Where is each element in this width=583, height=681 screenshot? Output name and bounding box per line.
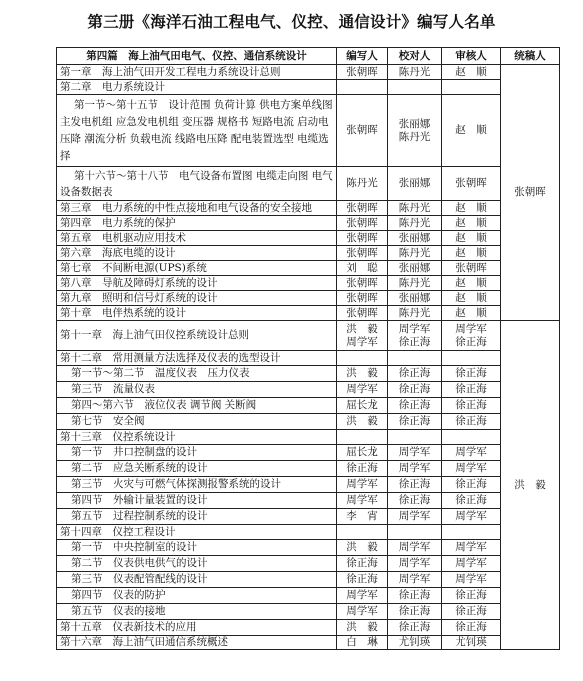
row-title: 第三节 仪表配管配线的设计 xyxy=(57,572,337,588)
row-reviewer xyxy=(442,525,501,540)
table-row xyxy=(57,246,560,261)
row-reviewer: 徐正海 xyxy=(442,398,501,414)
row-title: 第二章 电力系统设计 xyxy=(57,80,337,95)
row-reviewer: 赵 顺 xyxy=(442,276,501,291)
row-title: 第五节 过程控制系统的设计 xyxy=(57,509,337,525)
row-reviewer-cell xyxy=(442,321,501,351)
row-proofreader: 周学军 xyxy=(398,322,431,335)
row-writer: 徐正海 xyxy=(337,572,388,588)
table-row xyxy=(57,201,560,216)
table-row xyxy=(57,477,560,493)
row-reviewer: 周学军 xyxy=(442,540,501,556)
row-writer: 陈丹光 xyxy=(337,167,388,201)
page-title: 第三册《海洋石油工程电气、仪控、通信设计》编写人名单 xyxy=(87,13,496,31)
row-proofreader-cell xyxy=(388,95,442,167)
row-reviewer: 徐正海 xyxy=(442,493,501,509)
table-row xyxy=(57,430,560,445)
row-proofreader: 张丽娜 xyxy=(388,291,442,306)
table-row xyxy=(57,65,560,80)
row-writer: 张朝晖 xyxy=(337,306,388,321)
row-title: 第三节 火灾与可燃气体探测报警系统的设计 xyxy=(57,477,337,493)
table-row xyxy=(57,80,560,95)
row-title: 第五节 仪表的接地 xyxy=(57,604,337,620)
table-row xyxy=(57,461,560,477)
row-reviewer: 周学军 xyxy=(455,322,487,335)
table-row xyxy=(57,321,560,351)
row-proofreader: 徐正海 xyxy=(388,366,442,382)
row-title: 第十一章 海上油气田仪控系统设计总则 xyxy=(57,321,337,351)
row-writer: 周学军 xyxy=(337,382,388,398)
row-title: 第十三章 仪控系统设计 xyxy=(57,430,337,445)
row-proofreader xyxy=(388,351,442,366)
row-writer-cell xyxy=(337,321,388,351)
row-writer: 张朝晖 xyxy=(337,65,388,80)
row-proofreader: 周学军 xyxy=(388,461,442,477)
row-reviewer: 徐正海 xyxy=(442,382,501,398)
row-writer: 周学军 xyxy=(337,588,388,604)
row-proofreader: 陈丹光 xyxy=(388,216,442,231)
row-writer: 张朝晖 xyxy=(337,216,388,231)
row-writer: 刘 聪 xyxy=(337,261,388,276)
row-title: 第二节 应急关断系统的设计 xyxy=(57,461,337,477)
row-writer: 张朝晖 xyxy=(337,276,388,291)
row-title: 第二节 仪表供电供气的设计 xyxy=(57,556,337,572)
row-writer: 张朝晖 xyxy=(337,291,388,306)
row-writer: 洪 毅 xyxy=(337,540,388,556)
row-writer xyxy=(337,430,388,445)
row-title: 第十二章 常用测量方法选择及仪表的选型设计 xyxy=(57,351,337,366)
row-writer: 洪 毅 xyxy=(337,366,388,382)
row-writer: 屈长龙 xyxy=(337,398,388,414)
row-title: 第一节～第二节 温度仪表 压力仪表 xyxy=(57,366,337,382)
table-row xyxy=(57,572,560,588)
row-proofreader: 张丽娜 xyxy=(398,117,431,130)
row-reviewer xyxy=(442,351,501,366)
row-title: 第十六节～第十八节 电气设备布置图 电缆走向图 电气设备数据表 xyxy=(57,167,337,201)
row-reviewer: 尤钊瑛 xyxy=(442,636,501,650)
table-row xyxy=(57,216,560,231)
row-title: 第三节 流量仪表 xyxy=(57,382,337,398)
row-proofreader: 陈丹光 xyxy=(388,65,442,80)
row-proofreader-2: 陈丹光 xyxy=(398,130,431,143)
row-reviewer: 徐正海 xyxy=(442,588,501,604)
author-table xyxy=(56,47,560,650)
row-writer: 徐正海 xyxy=(337,461,388,477)
row-proofreader: 周学军 xyxy=(388,572,442,588)
row-reviewer: 徐正海 xyxy=(442,366,501,382)
table-row xyxy=(57,540,560,556)
table-row xyxy=(57,445,560,461)
table-row xyxy=(57,382,560,398)
row-reviewer-2: 徐正海 xyxy=(455,335,487,348)
chief-editor-instrumentation: 洪 毅 xyxy=(501,321,560,650)
row-title: 第一章 海上油气田开发工程电力系统设计总则 xyxy=(57,65,337,80)
row-proofreader: 张丽娜 xyxy=(388,231,442,246)
table-header-row xyxy=(57,48,560,65)
row-reviewer: 张朝晖 xyxy=(442,167,501,201)
row-writer: 周学军 xyxy=(337,604,388,620)
table-row xyxy=(57,276,560,291)
row-proofreader-2: 徐正海 xyxy=(398,335,431,348)
row-title: 第四～第六节 液位仪表 调节阀 关断阀 xyxy=(57,398,337,414)
row-proofreader: 周学军 xyxy=(388,445,442,461)
row-writer: 周学军 xyxy=(337,493,388,509)
row-title: 第三章 电力系统的中性点接地和电气设备的安全接地 xyxy=(57,201,337,216)
row-title: 第十五章 仪表新技术的应用 xyxy=(57,620,337,636)
table-row xyxy=(57,231,560,246)
table-row xyxy=(57,604,560,620)
row-proofreader-cell xyxy=(388,321,442,351)
row-proofreader: 周学军 xyxy=(388,556,442,572)
row-writer: 张朝晖 xyxy=(337,95,388,167)
row-reviewer: 赵 顺 xyxy=(442,201,501,216)
row-reviewer xyxy=(442,80,501,95)
row-title: 第十章 电伴热系统的设计 xyxy=(57,306,337,321)
row-reviewer: 周学军 xyxy=(442,572,501,588)
row-reviewer: 周学军 xyxy=(442,556,501,572)
row-title: 第八章 导航及障碍灯系统的设计 xyxy=(57,276,337,291)
row-reviewer: 张朝晖 xyxy=(442,261,501,276)
row-reviewer: 徐正海 xyxy=(442,414,501,430)
row-reviewer: 徐正海 xyxy=(442,604,501,620)
table-row xyxy=(57,366,560,382)
row-writer: 张朝晖 xyxy=(337,201,388,216)
row-reviewer: 赵 顺 xyxy=(442,231,501,246)
row-proofreader xyxy=(388,430,442,445)
row-title: 第五章 电机驱动应用技术 xyxy=(57,231,337,246)
row-writer xyxy=(337,80,388,95)
row-proofreader: 徐正海 xyxy=(388,620,442,636)
row-title: 第七章 不间断电源(UPS)系统 xyxy=(57,261,337,276)
row-reviewer xyxy=(442,430,501,445)
row-reviewer: 赵 顺 xyxy=(442,306,501,321)
row-writer: 徐正海 xyxy=(337,556,388,572)
row-proofreader: 徐正海 xyxy=(388,398,442,414)
row-proofreader: 周学军 xyxy=(388,509,442,525)
header-reviewer: 审核人 xyxy=(442,48,501,65)
row-proofreader: 周学军 xyxy=(388,540,442,556)
row-reviewer: 徐正海 xyxy=(442,620,501,636)
row-writer: 张朝晖 xyxy=(337,231,388,246)
row-writer: 洪 毅 xyxy=(337,414,388,430)
row-reviewer: 赵 顺 xyxy=(442,65,501,80)
row-title: 第四节 仪表的防护 xyxy=(57,588,337,604)
row-reviewer: 周学军 xyxy=(442,445,501,461)
row-proofreader: 徐正海 xyxy=(388,604,442,620)
row-writer: 张朝晖 xyxy=(337,246,388,261)
row-reviewer: 周学军 xyxy=(442,461,501,477)
header-chief-editor: 统稿人 xyxy=(501,48,560,65)
row-title: 第六章 海底电缆的设计 xyxy=(57,246,337,261)
header-part: 第四篇 海上油气田电气、仪控、通信系统设计 xyxy=(57,48,337,65)
row-writer: 洪 毅 xyxy=(337,620,388,636)
row-title: 第一节 井口控制盘的设计 xyxy=(57,445,337,461)
table-row xyxy=(57,351,560,366)
row-reviewer: 赵 顺 xyxy=(442,95,501,167)
row-title: 第一节 中央控制室的设计 xyxy=(57,540,337,556)
row-proofreader: 徐正海 xyxy=(388,493,442,509)
row-writer: 白 琳 xyxy=(337,636,388,650)
row-writer: 李 宵 xyxy=(337,509,388,525)
row-proofreader: 张丽娜 xyxy=(388,167,442,201)
table-row xyxy=(57,588,560,604)
header-writer: 编写人 xyxy=(337,48,388,65)
row-reviewer: 赵 顺 xyxy=(442,246,501,261)
table-row xyxy=(57,291,560,306)
row-proofreader: 徐正海 xyxy=(388,382,442,398)
row-title: 第四章 电力系统的保护 xyxy=(57,216,337,231)
row-reviewer: 徐正海 xyxy=(442,477,501,493)
row-proofreader: 陈丹光 xyxy=(388,306,442,321)
table-row xyxy=(57,620,560,636)
table-row xyxy=(57,493,560,509)
row-writer-2: 周学军 xyxy=(346,335,378,348)
row-title: 第四节 外输计量装置的设计 xyxy=(57,493,337,509)
chief-editor-electrical: 张朝晖 xyxy=(501,65,560,321)
row-proofreader: 徐正海 xyxy=(388,588,442,604)
row-proofreader xyxy=(388,80,442,95)
row-title: 第七节 安全阀 xyxy=(57,414,337,430)
table-row xyxy=(57,525,560,540)
row-proofreader xyxy=(388,525,442,540)
header-proofreader: 校对人 xyxy=(388,48,442,65)
row-title: 第一节～第十五节 设计范围 负荷计算 供电方案单线图 主发电机组 应急发电机组 变压器 规格书 短路电流 启动电压降 潮流分析 负载电流 线路电压降 配电装置选型 电缆选择 xyxy=(57,95,337,167)
table-row xyxy=(57,414,560,430)
row-proofreader: 陈丹光 xyxy=(388,246,442,261)
table-row xyxy=(57,556,560,572)
table-row xyxy=(57,261,560,276)
row-writer xyxy=(337,351,388,366)
row-writer: 洪 毅 xyxy=(346,322,378,335)
row-writer: 屈长龙 xyxy=(337,445,388,461)
table-row xyxy=(57,509,560,525)
table-row xyxy=(57,167,560,201)
row-writer xyxy=(337,525,388,540)
row-title: 第十六章 海上油气田通信系统概述 xyxy=(57,636,337,650)
row-proofreader: 徐正海 xyxy=(388,414,442,430)
table-row xyxy=(57,636,560,650)
row-title: 第九章 照明和信号灯系统的设计 xyxy=(57,291,337,306)
row-proofreader: 尤钊瑛 xyxy=(388,636,442,650)
row-proofreader: 陈丹光 xyxy=(388,201,442,216)
row-reviewer: 周学军 xyxy=(442,509,501,525)
row-writer: 周学军 xyxy=(337,477,388,493)
table-row xyxy=(57,95,560,167)
table-row xyxy=(57,306,560,321)
row-title: 第十四章 仪控工程设计 xyxy=(57,525,337,540)
row-reviewer: 赵 顺 xyxy=(442,216,501,231)
row-reviewer: 赵 顺 xyxy=(442,291,501,306)
table-row xyxy=(57,398,560,414)
row-proofreader: 徐正海 xyxy=(388,477,442,493)
row-proofreader: 张丽娜 xyxy=(388,261,442,276)
row-proofreader: 陈丹光 xyxy=(388,276,442,291)
